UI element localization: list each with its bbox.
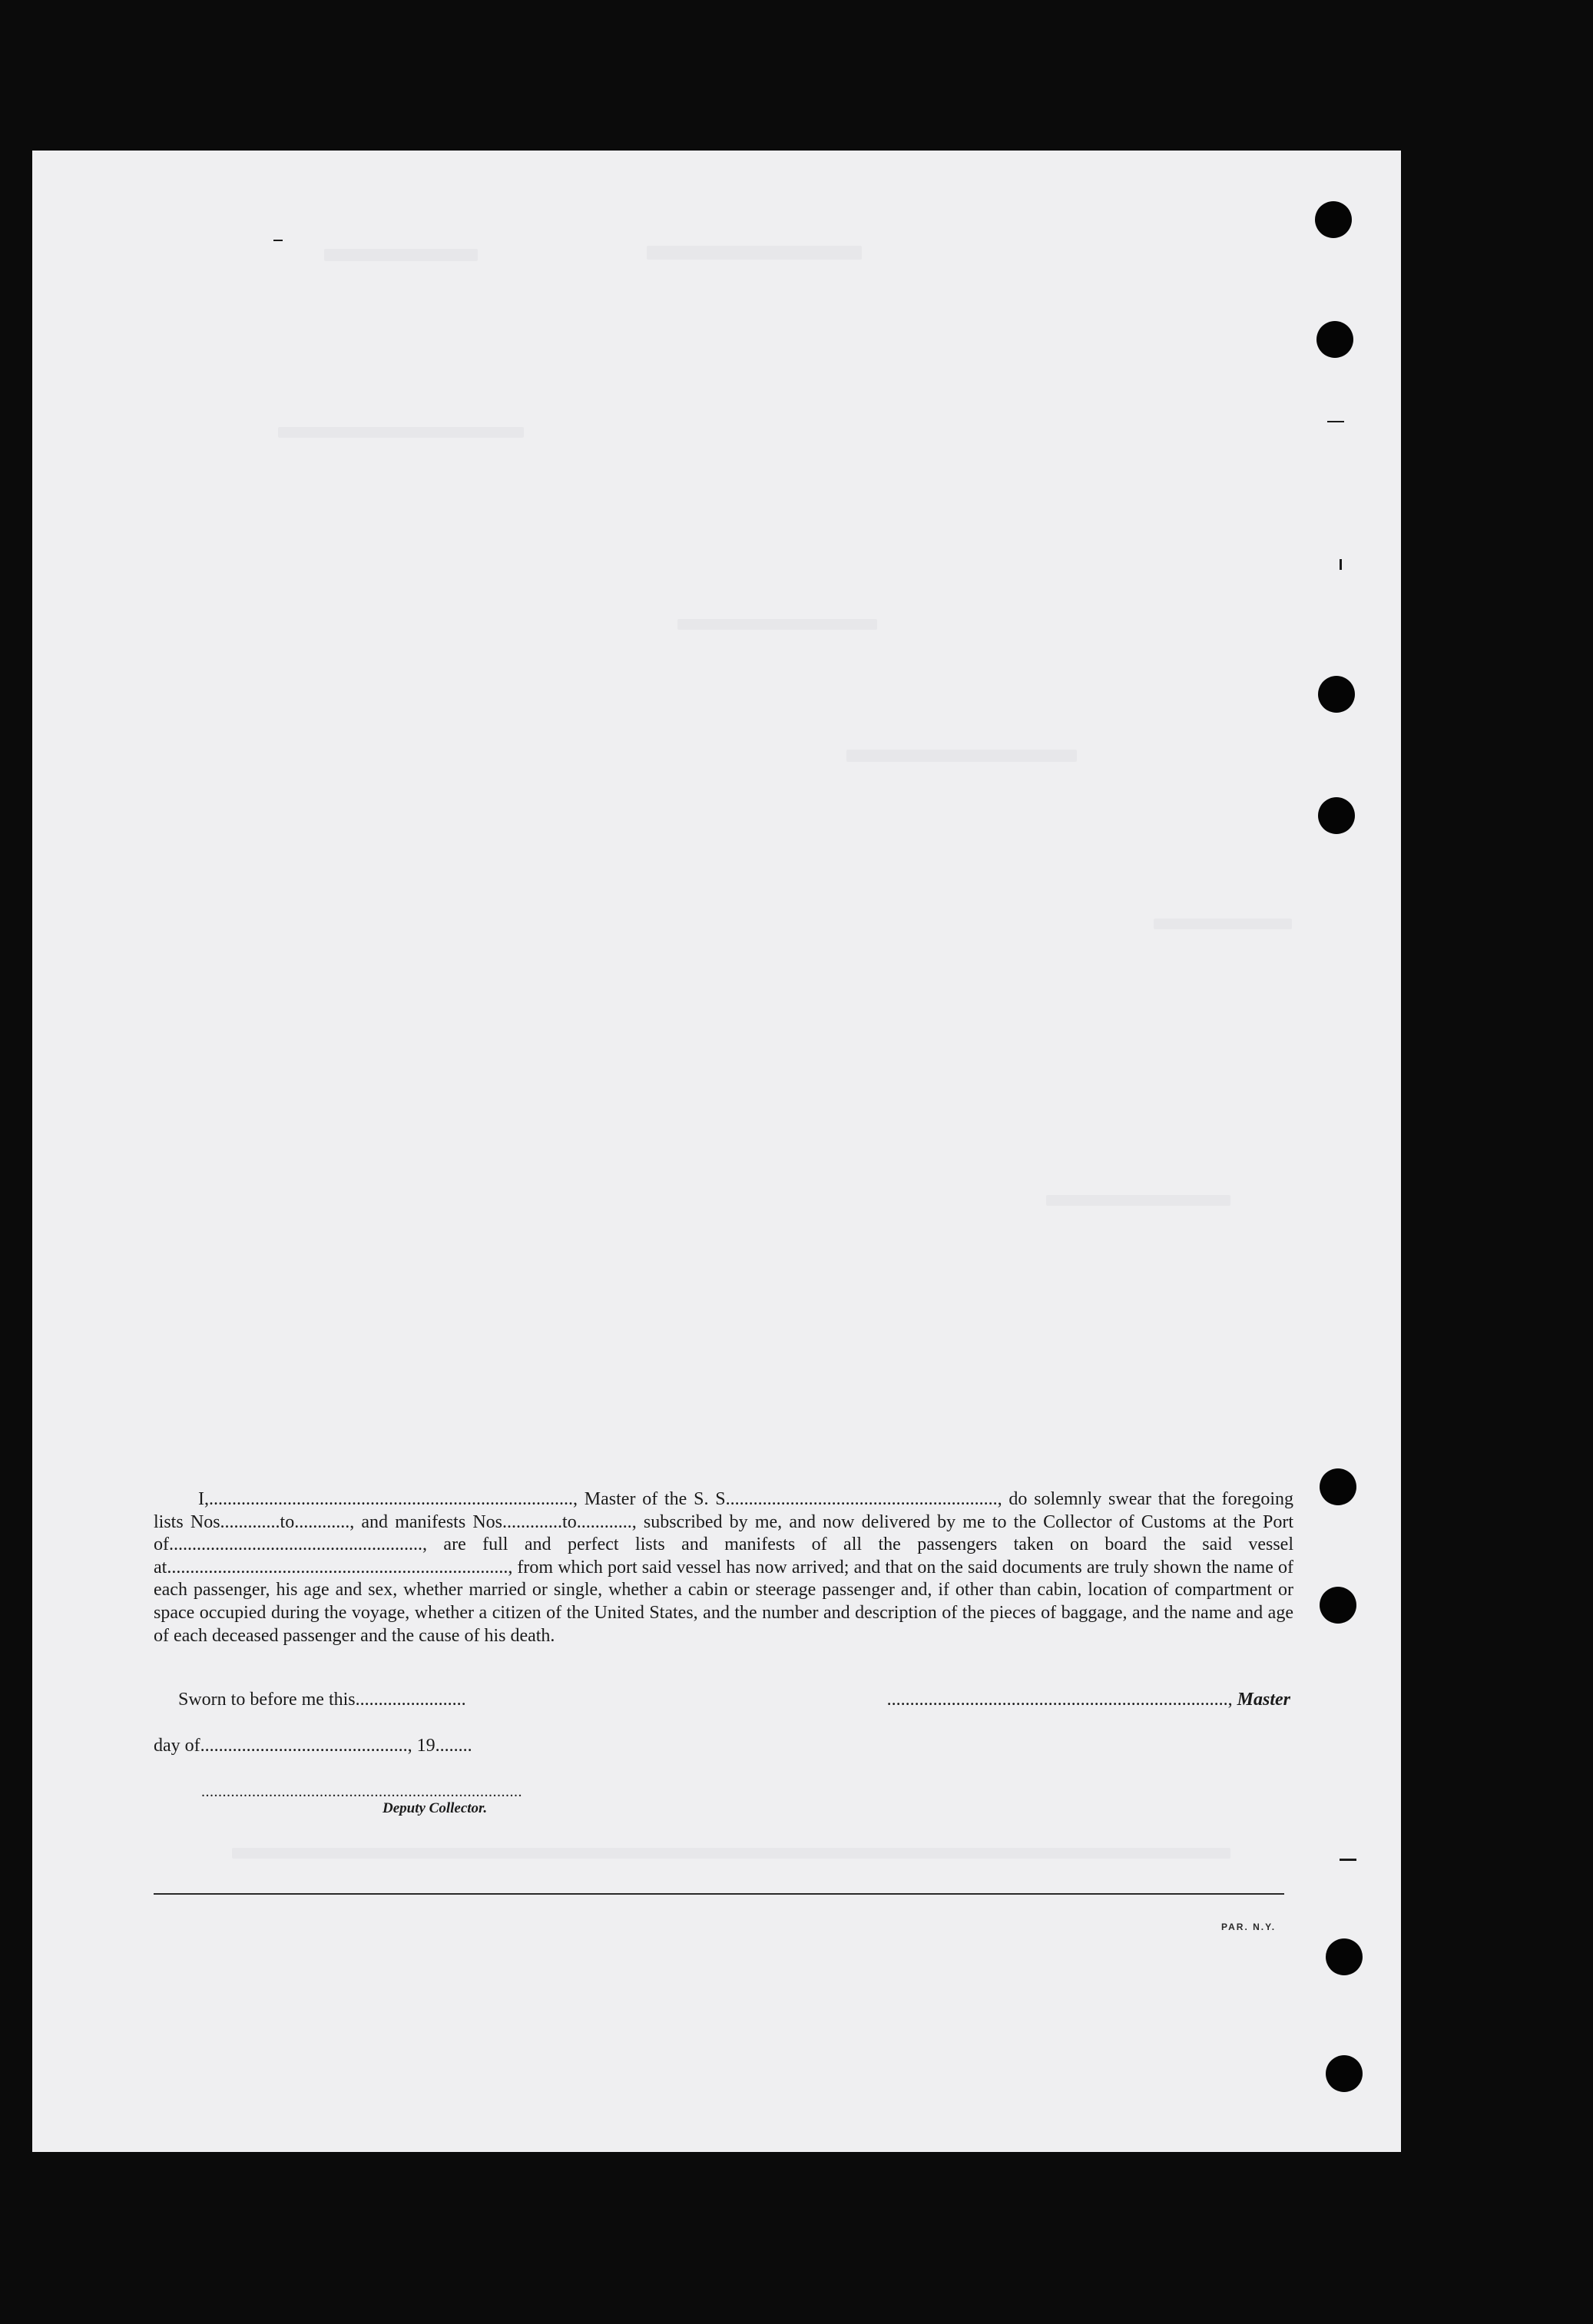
master-signature-field — [820, 1690, 1290, 1710]
punch-hole — [1320, 1587, 1356, 1624]
bleed-through-mark — [846, 750, 1077, 762]
bleed-through-mark — [647, 246, 862, 260]
day-of-date-line: ..................................., 19........ — [246, 1736, 472, 1756]
scan-artifact — [1340, 1859, 1356, 1861]
bleed-through-mark — [232, 1848, 1230, 1859]
day-of-field — [154, 1736, 472, 1756]
punch-hole — [1326, 2055, 1363, 2092]
scan-artifact — [1327, 421, 1344, 422]
footer-rule — [154, 1893, 1284, 1895]
bleed-through-mark — [677, 619, 877, 630]
punch-hole — [1318, 676, 1355, 713]
bleed-through-mark — [278, 427, 524, 438]
punch-hole — [1316, 321, 1353, 358]
oath-body: swear that the foregoing lists Nos.............to............, and manifests Nos.............to............, subscribed by me, and now delivered by me to the Collector of Customs at the Port of......................................................., are full and perfect lists and manifests of all the passengers taken on board the said vessel at.........................................................................., from which port said vessel has now arrived; and that on the said documents are truly shown the name of each passenger, his age and sex, whether married or single, whether a cabin or steerage passenger and, if other than cabin, location of compartment or space occupied during the voyage, whether a citizen of the United States, and the number and description of the pieces of baggage, and the name and age of each deceased passenger and the cause of his death. — [154, 1489, 1293, 1646]
scan-artifact — [1340, 559, 1342, 570]
punch-hole — [1318, 797, 1355, 834]
bleed-through-mark — [1154, 919, 1292, 929]
master-signature-line: .........................................................................., — [886, 1690, 1233, 1710]
oath-line-2: do solemnly — [1008, 1489, 1102, 1509]
scan-artifact — [273, 240, 283, 241]
punch-hole — [1320, 1468, 1356, 1505]
bleed-through-mark — [1046, 1195, 1230, 1206]
day-of-label: day of.......... — [154, 1736, 247, 1756]
punch-hole — [1326, 1938, 1363, 1975]
printer-mark: PAR. N.Y. — [1221, 1922, 1277, 1932]
master-label: Master — [1237, 1690, 1290, 1710]
sworn-before-field: Sworn to before me this........................ — [178, 1690, 466, 1710]
deputy-collector-label: Deputy Collector. — [383, 1800, 488, 1816]
master-oath-paragraph — [154, 1488, 1293, 1647]
document-page — [32, 151, 1401, 2152]
punch-hole — [1315, 201, 1352, 238]
bleed-through-mark — [324, 249, 478, 261]
deputy-collector-signature-line: ............................................................................ — [201, 1783, 522, 1800]
oath-line-1: I,..............................................................................., Master of the S. S..........................................................., — [198, 1489, 1002, 1509]
